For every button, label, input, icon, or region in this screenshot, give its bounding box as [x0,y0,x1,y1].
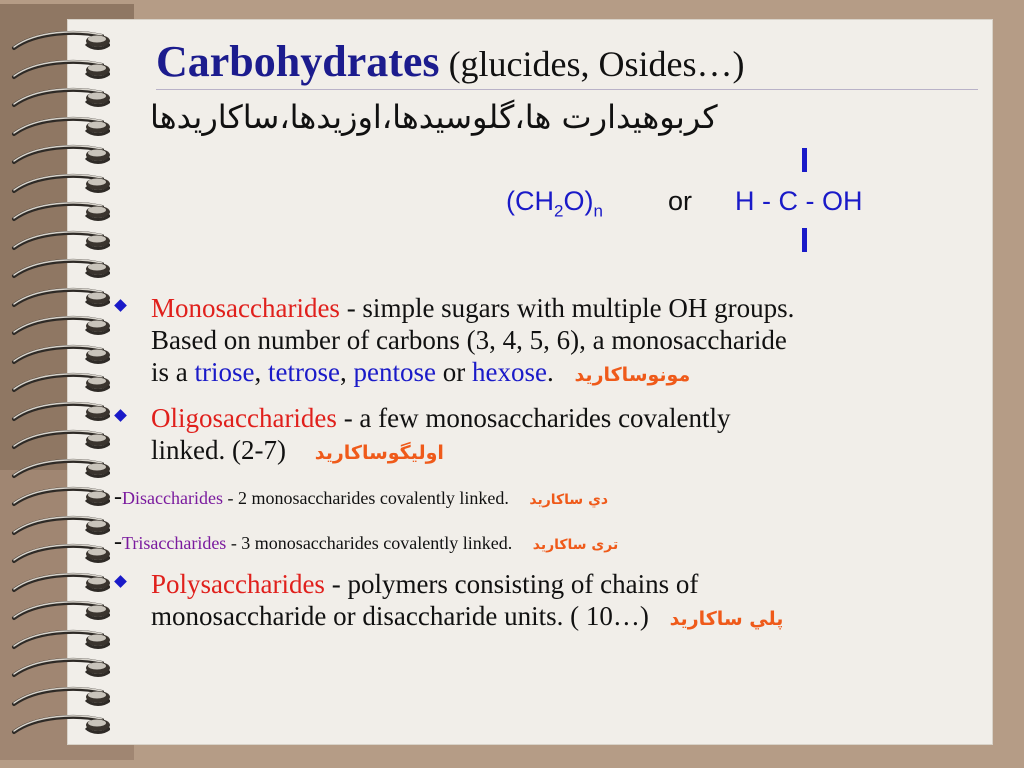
spiral-coil [6,199,110,229]
term-polysaccharides: Polysaccharides [151,569,325,599]
spiral-coil [6,285,110,315]
persian-trisaccharide: تری ساکارید [532,537,619,553]
subitem-text: - 2 monosaccharides covalently linked. [222,488,509,508]
dash: - [114,529,122,555]
term-oligosaccharides: Oligosaccharides [151,403,337,433]
persian-disaccharide: دي ساكاريد [529,492,609,508]
spiral-coil [6,142,110,172]
spiral-coil [6,28,110,58]
subitem-disaccharides [114,484,608,511]
period: . [546,357,554,387]
spiral-coil [6,456,110,486]
term-pentose: pentose [353,357,436,387]
formula-o-text: O) [563,186,594,216]
spiral-coil [6,256,110,286]
bullet-text [151,292,981,391]
bullet-text [151,568,981,635]
spiral-coil [6,627,110,657]
spiral-coil [6,712,110,742]
bullet-line: - a few monosaccharides covalently [336,403,731,433]
spiral-coil [6,85,110,115]
bullet-line: - polymers consisting of chains of [324,569,699,599]
formula-sub-n: n [593,201,603,221]
spiral-coil [6,541,110,571]
subitem-trisaccharides [114,529,618,556]
term-trisaccharides: Trisaccharides [122,533,227,553]
term-monosaccharides: Monosaccharides [151,293,340,323]
comma: , [339,357,354,387]
formula-or: or [668,186,693,216]
term-tetrose: tetrose [268,357,340,387]
spiral-coil [6,57,110,87]
term-disaccharides: Disaccharides [122,488,223,508]
spiral-coil [6,370,110,400]
formula-ch2o [506,186,603,221]
formula-ch-text: (CH [506,186,554,216]
bond-line-bottom [802,228,807,252]
title-divider [156,89,978,90]
spiral-coil [6,570,110,600]
spiral-coil [6,342,110,372]
bond-line-top [802,148,807,172]
persian-polysaccharide: پلي ساكاريد [669,608,784,630]
bullet-line: is a [151,357,195,387]
title-main: Carbohydrates [156,37,440,86]
spiral-coil [6,399,110,429]
bullet-line: - simple sugars with multiple OH groups. [339,293,795,323]
bullet-line: monosaccharide or disaccharide units. ( 10…) [151,601,649,631]
spiral-coil [6,427,110,457]
spiral-coil [6,171,110,201]
spiral-coil [6,684,110,714]
spiral-coil [6,484,110,514]
term-hexose: hexose [471,357,547,387]
persian-monosaccharide: مونوساکارید [574,364,691,386]
spiral-coil [6,114,110,144]
formula-hcoh: H - C - OH [735,186,863,216]
spiral-coil [6,655,110,685]
subitem-text: - 3 monosaccharides covalently linked. [226,533,513,553]
bullet-line: Based on number of carbons (3, 4, 5, 6), a monosaccharide [151,325,787,355]
bullet-line: linked. (2-7) [151,435,286,465]
term-triose: triose [194,357,255,387]
title-subtitle: (glucides, Osides…) [439,44,745,84]
spiral-coil [6,228,110,258]
bullet-text [151,402,981,469]
spiral-coil [6,598,110,628]
spiral-coil [6,313,110,343]
or-text: or [435,357,472,387]
dash: - [114,484,122,510]
comma: , [254,357,268,387]
persian-title: کربوهیدارت ها،گلوسیدها،اوزیدها،ساکاریدها [150,98,718,136]
spiral-coil [6,513,110,543]
slide-title [156,36,936,87]
persian-oligosaccharide: اولیگوساکارید [314,442,444,464]
formula-sub-2: 2 [554,201,564,221]
